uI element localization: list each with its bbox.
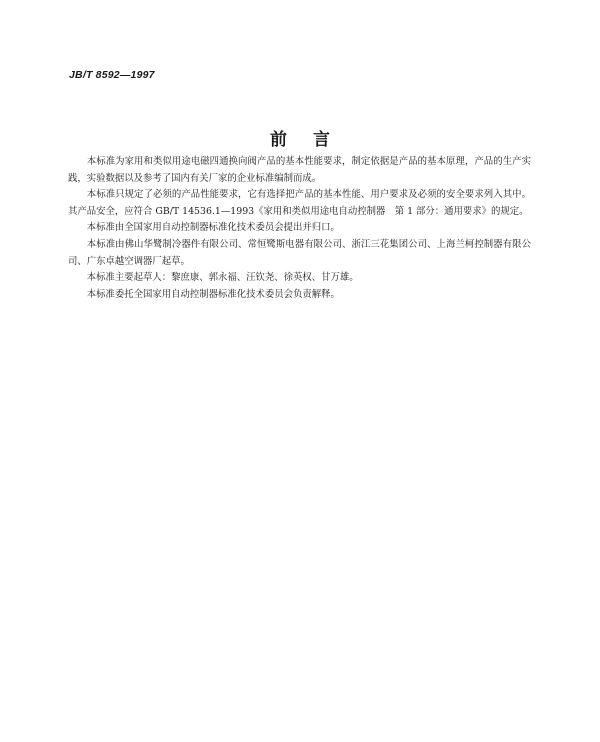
paragraph-scope: 本标准只规定了必须的产品性能要求，它有选择把产品的基本性能、用户要求及必须的安全要求列入其中。其产品安全，应符合 GB/T 14536.1—1993《家用和类似用途电自动控制器 第 1 部分：通用要求》的规定。	[68, 189, 531, 217]
paragraph-drafters: 本标准主要起草人：黎庶康、郭永福、汪钦尧、徐英权、甘万雄。	[86, 272, 359, 284]
standard-code: JB/T 8592—1997	[69, 69, 155, 81]
page-title: 前言	[270, 130, 356, 150]
paragraph-basis: 本标准为家用和类似用途电磁四通换向阀产品的基本性能要求，制定依据是产品的基本原理，产品的生产实践，实验数据以及参考了国内有关厂家的企业标准编制而成。	[68, 156, 531, 184]
paragraph-drafting-units: 本标准由佛山华鹭制冷器件有限公司、常恒鹭斯电器有限公司、浙江三花集团公司、上海兰柯控制器有限公司、广东卓越空调器厂起草。	[68, 238, 531, 267]
paragraph-proposer: 本标准由全国家用自动控制器标准化技术委员会提出并归口。	[86, 222, 340, 234]
foreword-body	[68, 154, 531, 303]
paragraph-interpretation: 本标准委托全国家用自动控制器标准化技术委员会负责解释。	[86, 288, 340, 300]
